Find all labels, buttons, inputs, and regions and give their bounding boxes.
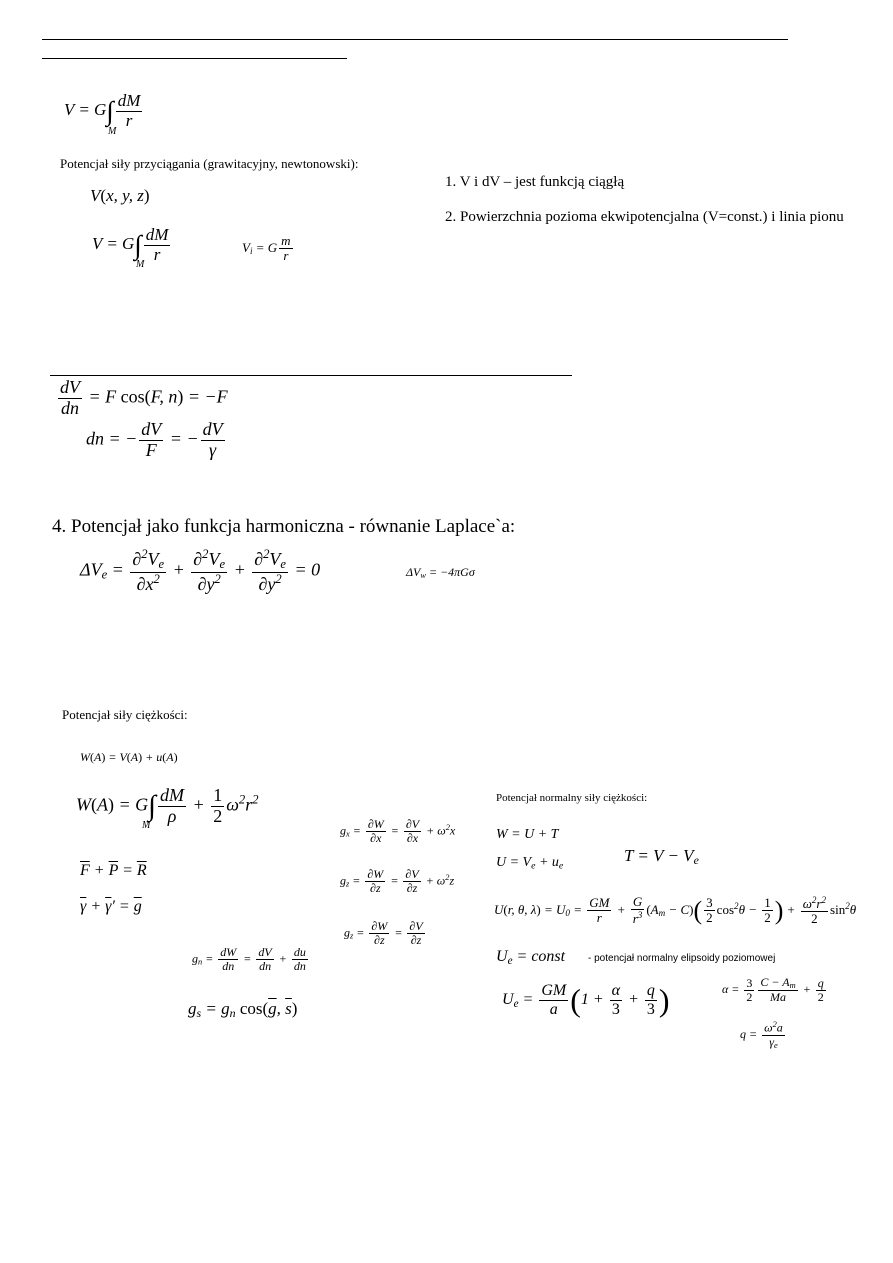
middle-rule bbox=[50, 375, 572, 376]
formula-alpha: α = $\frac{3}{2}$ $\frac{C - A_m}{Ma}$ + $\frac{q}{2}$ bbox=[722, 975, 824, 1005]
section4-heading: 4. Potencjał jako funkcja harmoniczna - równanie Laplace`a: bbox=[52, 516, 516, 537]
formula-t-diff: $T = V - V_e$ bbox=[624, 846, 699, 867]
formula-gs: $g_s = g_n$ $\cos(\overline{g}$, $\overline{s}$) bbox=[188, 999, 298, 1020]
section5-label: Potencjał siły ciężkości: bbox=[62, 707, 188, 722]
formula-w-sum: W(A) = V(A) + u(A) bbox=[80, 750, 178, 764]
ue-const-note: - potencjał normalny elipsoidy poziomowej bbox=[588, 953, 776, 964]
formula-u-expansion: U(r, θ, $\lambda) = U_0$ = $\frac{GM}{r}$ + $\frac{G}{r^3}$ $(A_m - C)$( $\frac{3}{2}$ $\cos^2\theta$ − $\frac{1}{2}$ ) + $\frac{\omega^2r^2}{2}$ $\sin^2\theta$ bbox=[494, 894, 857, 927]
formula-gamma-sum: $\overline{\gamma} + \overline{\gamma}' = \overline{g}$ bbox=[80, 898, 142, 915]
formula-gy: $g_z$ = $\frac{\partial W}{\partial z}$ = $\frac{\partial V}{\partial z}$ + $\omega^2z$ bbox=[340, 867, 455, 896]
formula-gz: $g_z$ = $\frac{\partial W}{\partial z}$ = $\frac{\partial V}{\partial z}$ bbox=[344, 919, 423, 948]
formula-gn: $g_n$ = $\frac{dW}{dn}$ = $\frac{dV}{dn}$ + $\frac{du}{dn}$ bbox=[192, 945, 306, 974]
formula-vec-sum: $\overline{F} + \overline{P} = \overline{R}$ bbox=[80, 862, 147, 879]
laplace-equation: $\Delta V_e$ = $\frac{\partial^2V_e}{\partial x^2}$ + $\frac{\partial^2V_e}{\partial y^2}$ + $\frac{\partial^2V_e}{\partial y^2}$ = 0 bbox=[80, 547, 321, 594]
formula-w-integral: W(A) = G∫ $\frac{dM}{\rho}$ + $\frac{1}{2}$ $\omega^2r^2$ M bbox=[76, 785, 259, 831]
top-rule-short bbox=[42, 58, 347, 59]
formula-ue-const: $U_e$ = const bbox=[496, 948, 566, 967]
formula-v-xyz: V(x, y, z) bbox=[90, 186, 150, 205]
section1-label: Potencjał siły przyciągania (grawitacyjny, newtonowski): bbox=[60, 156, 359, 171]
formula-dn: dn = − $\frac{dV}{F}$ = − $\frac{dV}{\gamma}$ bbox=[86, 419, 223, 460]
property-1: 1. V i dV – jest funkcją ciągłą bbox=[445, 174, 625, 190]
intro-formula: V = G∫ $\frac{dM}{r}$ M bbox=[64, 91, 141, 137]
formula-v-integral: V = G∫ $\frac{dM}{r}$ M bbox=[92, 225, 169, 270]
formula-ue: $U_e$ = $\frac{GM}{a}$ (1 + $\frac{\alpha}{3}$ + $\frac{q}{3}$ ) bbox=[502, 982, 670, 1018]
formula-gx: $g_x$ = $\frac{\partial W}{\partial x}$ = $\frac{\partial V}{\partial x}$ + $\omega^2x$ bbox=[340, 817, 456, 846]
formula-w-ut: W = U + T bbox=[496, 827, 559, 842]
section6-label: Potencjał normalny siły ciężkości: bbox=[496, 792, 648, 804]
poisson-equation: $\Delta V_w = -4\pi G\sigma$ bbox=[406, 565, 475, 581]
top-rule bbox=[42, 39, 788, 40]
formula-u-sum: $U = V_e + u_e$ bbox=[496, 855, 564, 872]
formula-v-point: $V_i = G$ $\frac{m}{r}$ bbox=[242, 233, 291, 264]
formula-q: q = $\frac{\omega^2a}{\gamma_e}$ bbox=[740, 1020, 783, 1050]
formula-derivative: $\frac{dV}{dn}$ = F cos(F, n) = −F bbox=[60, 377, 228, 418]
property-2: 2. Powierzchnia pozioma ekwipotencjalna (V=const.) i linia pionu bbox=[445, 209, 844, 225]
